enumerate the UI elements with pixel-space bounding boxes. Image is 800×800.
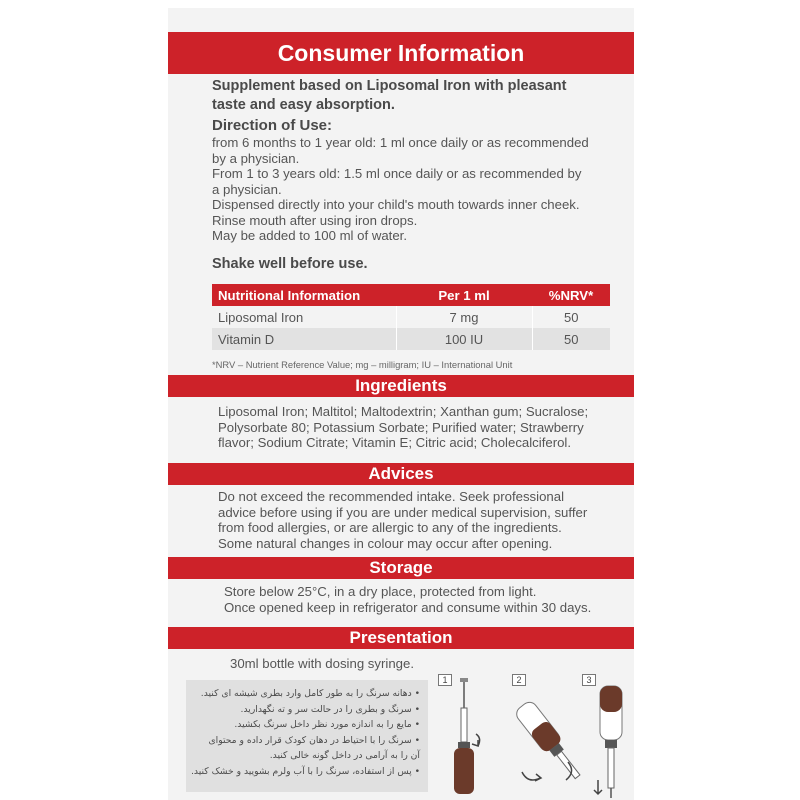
advices-line: Do not exceed the recommended intake. Seek professional — [218, 489, 565, 504]
farsi-line: • پس از استفاده، سرنگ را با آب ولرم بشویید و خشک کنید. — [190, 765, 420, 777]
intro-line: taste and easy absorption. — [212, 97, 395, 113]
ingredients-text — [218, 404, 608, 451]
directions-line: Dispensed directly into your child's mouth towards inner cheek. — [212, 197, 580, 212]
advices-line: from food allergies, or are allergic to any of the ingredients. — [218, 520, 562, 536]
nutrition-row — [212, 306, 610, 328]
nrv-footnote: *NRV – Nutrient Reference Value; mg – milligram; IU – International Unit — [212, 359, 513, 370]
step-number: 3 — [582, 674, 596, 686]
presentation-text: 30ml bottle with dosing syringe. — [230, 656, 414, 671]
step3-bottle-icon — [594, 686, 622, 798]
ingredients-line: Liposomal Iron; Maltitol; Maltodextrin; Xanthan gum; Sucralose; — [218, 404, 589, 419]
storage-line: Once opened keep in refrigerator and consume within 30 days. — [224, 599, 592, 615]
presentation-heading: Presentation — [168, 627, 634, 649]
nutrition-header: %NRV* — [532, 284, 610, 306]
page-title: Consumer Information — [168, 32, 634, 74]
directions-text — [212, 135, 632, 244]
syringe-steps-illustration — [436, 668, 626, 800]
farsi-line: • سرنگ و بطری را در حالت سر و ته نگهدارید. — [240, 703, 420, 715]
advices-line: advice before using if you are under medical supervision, suffer — [218, 504, 588, 520]
nutrition-header-row — [212, 284, 610, 306]
step1-bottle-icon — [454, 678, 480, 794]
nutrition-table — [212, 284, 610, 350]
storage-text — [224, 584, 614, 615]
step-number: 1 — [438, 674, 452, 686]
farsi-instructions — [186, 680, 428, 792]
advices-heading: Advices — [168, 463, 634, 485]
nutrition-cell: 50 — [532, 306, 610, 328]
directions-line: from 6 months to 1 year old: 1 ml once daily or as recommended — [212, 135, 589, 150]
syringe-steps-drawing — [436, 668, 626, 800]
directions-heading: Direction of Use: — [212, 117, 333, 134]
directions-line: by a physician. — [212, 150, 300, 166]
nutrition-cell: Vitamin D — [212, 328, 396, 350]
directions-line: From 1 to 3 years old: 1.5 ml once daily or as recommended by — [212, 166, 582, 181]
nutrition-cell: 7 mg — [396, 306, 532, 328]
directions-line: May be added to 100 ml of water. — [212, 228, 407, 243]
directions-line: a physician. — [212, 181, 282, 197]
step-number: 2 — [512, 674, 526, 686]
farsi-line: آن را به آرامی در داخل گونه خالی کنید. — [269, 750, 420, 761]
intro-text — [212, 77, 632, 115]
farsi-line: • مایع را به اندازه مورد نظر داخل سرنگ بکشید. — [234, 719, 420, 730]
leaflet-sheet — [168, 8, 634, 800]
nutrition-cell: 50 — [532, 328, 610, 350]
storage-heading: Storage — [168, 557, 634, 579]
directions-line: Rinse mouth after using iron drops. — [212, 212, 418, 228]
farsi-line: • سرنگ را با احتیاط در دهان کودک قرار داده و محتوای — [208, 734, 420, 746]
nutrition-cell: Liposomal Iron — [212, 306, 396, 328]
farsi-line: • دهانه سرنگ را به طور کامل وارد بطری شیشه ای کنید. — [200, 688, 420, 699]
shake-notice: Shake well before use. — [212, 256, 368, 272]
nutrition-row — [212, 328, 610, 350]
storage-line: Store below 25°C, in a dry place, protected from light. — [224, 584, 537, 599]
nutrition-header: Per 1 ml — [396, 284, 532, 306]
ingredients-heading: Ingredients — [168, 375, 634, 397]
ingredients-line: flavor; Sodium Citrate; Vitamin E; Citric acid; Cholecalciferol. — [218, 435, 572, 451]
nutrition-cell: 100 IU — [396, 328, 532, 350]
step2-bottle-icon — [513, 699, 586, 783]
advices-text — [218, 489, 608, 552]
nutrition-header: Nutritional Information — [212, 284, 396, 306]
ingredients-line: Polysorbate 80; Potassium Sorbate; Purified water; Strawberry — [218, 419, 584, 435]
intro-line: Supplement based on Liposomal Iron with pleasant — [212, 78, 567, 94]
advices-line: Some natural changes in colour may occur after opening. — [218, 536, 553, 552]
